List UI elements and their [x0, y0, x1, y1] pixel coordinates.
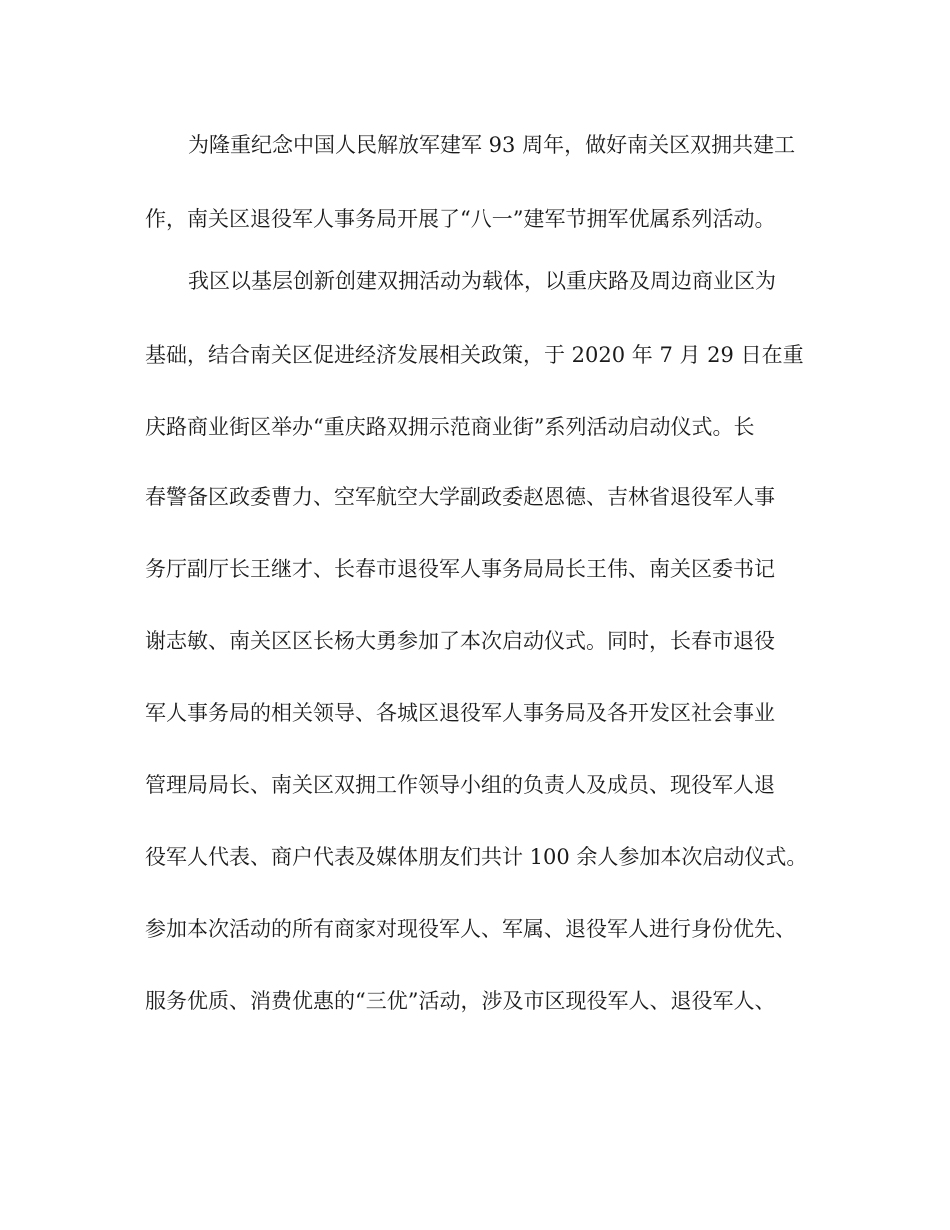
- paragraph-2-line-2: 基础，结合南关区促进经济发展相关政策，于 2020 年 7 月 29 日在重: [145, 343, 804, 367]
- paragraph-2-line-5: 务厅副厅长王继才、长春市退役军人事务局局长王伟、南关区委书记: [145, 557, 775, 581]
- paragraph-1-line-2: 作，南关区退役军人事务局开展了“八一”建军节拥军优属系列活动。: [145, 207, 776, 231]
- paragraph-2-line-1: 我区以基层创新创建双拥活动为载体，以重庆路及周边商业区为: [188, 269, 776, 293]
- paragraph-2-line-4: 春警备区政委曹力、空军航空大学副政委赵恩德、吉林省退役军人事: [145, 485, 775, 509]
- paragraph-2-line-7: 军人事务局的相关领导、各城区退役军人事务局及各开发区社会事业: [145, 701, 775, 725]
- paragraph-2-line-9: 役军人代表、商户代表及媒体朋友们共计 100 余人参加本次启动仪式。: [145, 845, 808, 869]
- paragraph-2-line-10: 参加本次活动的所有商家对现役军人、军属、退役军人进行身份优先、: [145, 917, 796, 941]
- paragraph-2-line-3: 庆路商业街区举办“重庆路双拥示范商业街”系列活动启动仪式。长: [145, 415, 755, 439]
- paragraph-2-line-11: 服务优质、消费优惠的“三优”活动，涉及市区现役军人、退役军人、: [145, 989, 776, 1013]
- paragraph-1-line-1: 为隆重纪念中国人民解放军建军 93 周年，做好南关区双拥共建工: [188, 133, 796, 157]
- paragraph-2-line-6: 谢志敏、南关区区长杨大勇参加了本次启动仪式。同时，长春市退役: [145, 629, 775, 653]
- paragraph-2-line-8: 管理局局长、南关区双拥工作领导小组的负责人及成员、现役军人退: [145, 773, 775, 797]
